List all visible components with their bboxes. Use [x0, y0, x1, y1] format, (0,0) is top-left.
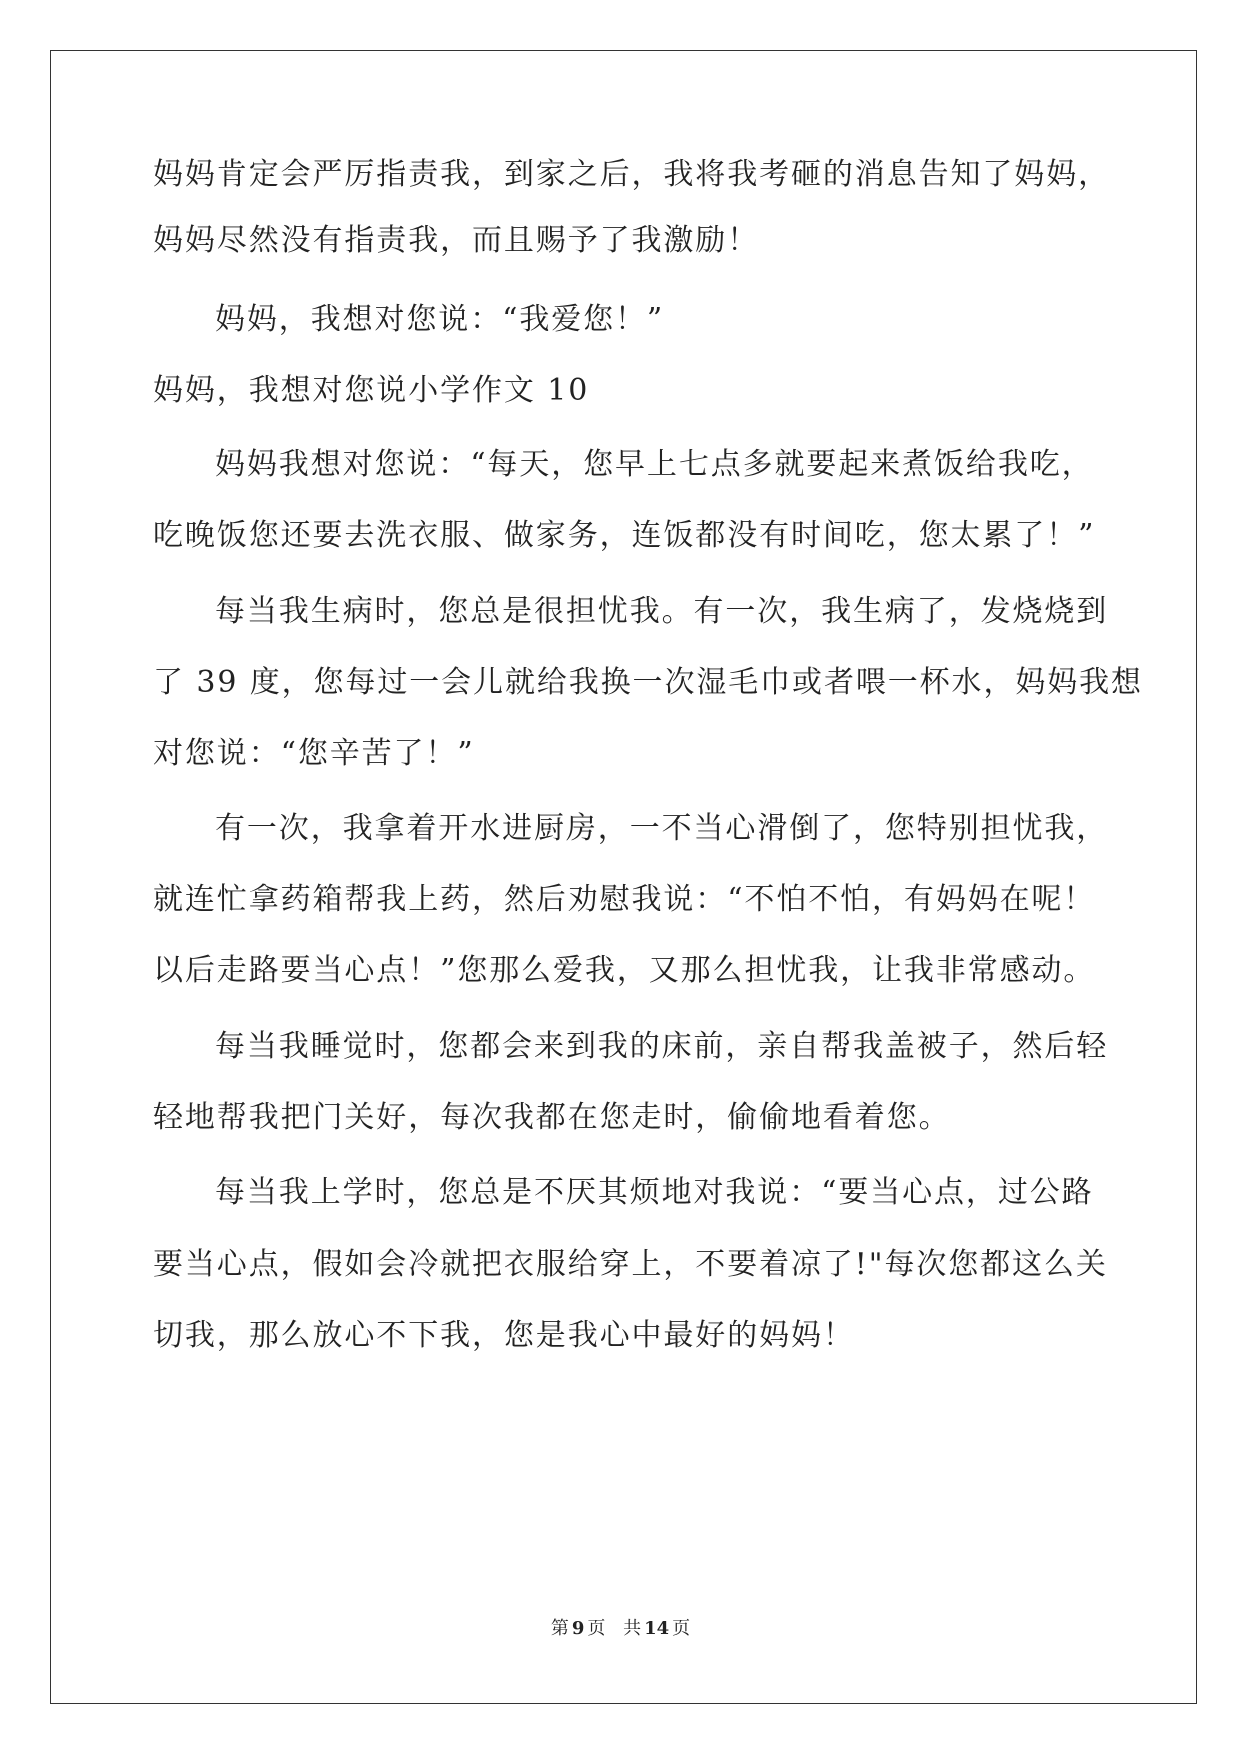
text-line: 妈妈，我想对您说：“我爱您！” [215, 302, 665, 337]
text-line: 轻地帮我把门关好，每次我都在您走时，偷偷地看着您。 [153, 1100, 951, 1135]
text-line: 对您说：“您辛苦了！” [153, 736, 475, 771]
page-indicator [548, 1618, 609, 1639]
page-border [50, 50, 1197, 1704]
page-prefix: 第 [550, 1618, 569, 1639]
text-line: 就连忙拿药箱帮我上药，然后劝慰我说：“不怕不怕，有妈妈在呢！ [153, 882, 1096, 917]
total-indicator [620, 1618, 693, 1639]
text-line: 妈妈尽然没有指责我，而且赐予了我激励！ [153, 223, 760, 258]
text-line: 切我，那么放心不下我，您是我心中最好的妈妈！ [153, 1318, 855, 1353]
page-number: 9 [571, 1618, 585, 1639]
text-line: 了 39 度，您每过一会儿就给我换一次湿毛巾或者喂一杯水，妈妈我想 [153, 665, 1143, 700]
page-suffix: 页 [587, 1618, 606, 1639]
text-line: 妈妈肯定会严厉指责我，到家之后，我将我考砸的消息告知了妈妈， [153, 157, 1110, 192]
section-heading: 妈妈，我想对您说小学作文 10 [153, 373, 590, 408]
total-suffix: 页 [672, 1618, 691, 1639]
text-line: 每当我上学时，您总是不厌其烦地对我说：“要当心点，过公路 [215, 1175, 1094, 1210]
text-line: 每当我睡觉时，您都会来到我的床前，亲自帮我盖被子，然后轻 [215, 1029, 1109, 1064]
total-prefix: 共 [623, 1618, 642, 1639]
text-line: 每当我生病时，您总是很担忧我。有一次，我生病了，发烧烧到 [215, 594, 1109, 629]
text-line: 妈妈我想对您说：“每天，您早上七点多就要起来煮饭给我吃， [215, 447, 1094, 482]
total-pages: 14 [644, 1618, 670, 1639]
page-footer [0, 1617, 1241, 1641]
text-line: 以后走路要当心点！”您那么爱我，又那么担忧我，让我非常感动。 [153, 953, 1096, 988]
text-line: 吃晚饭您还要去洗衣服、做家务，连饭都没有时间吃，您太累了！” [153, 518, 1096, 553]
text-line: 要当心点，假如会冷就把衣服给穿上，不要着凉了!"每次您都这么关 [153, 1247, 1108, 1282]
text-line: 有一次，我拿着开水进厨房，一不当心滑倒了，您特别担忧我， [215, 811, 1109, 846]
